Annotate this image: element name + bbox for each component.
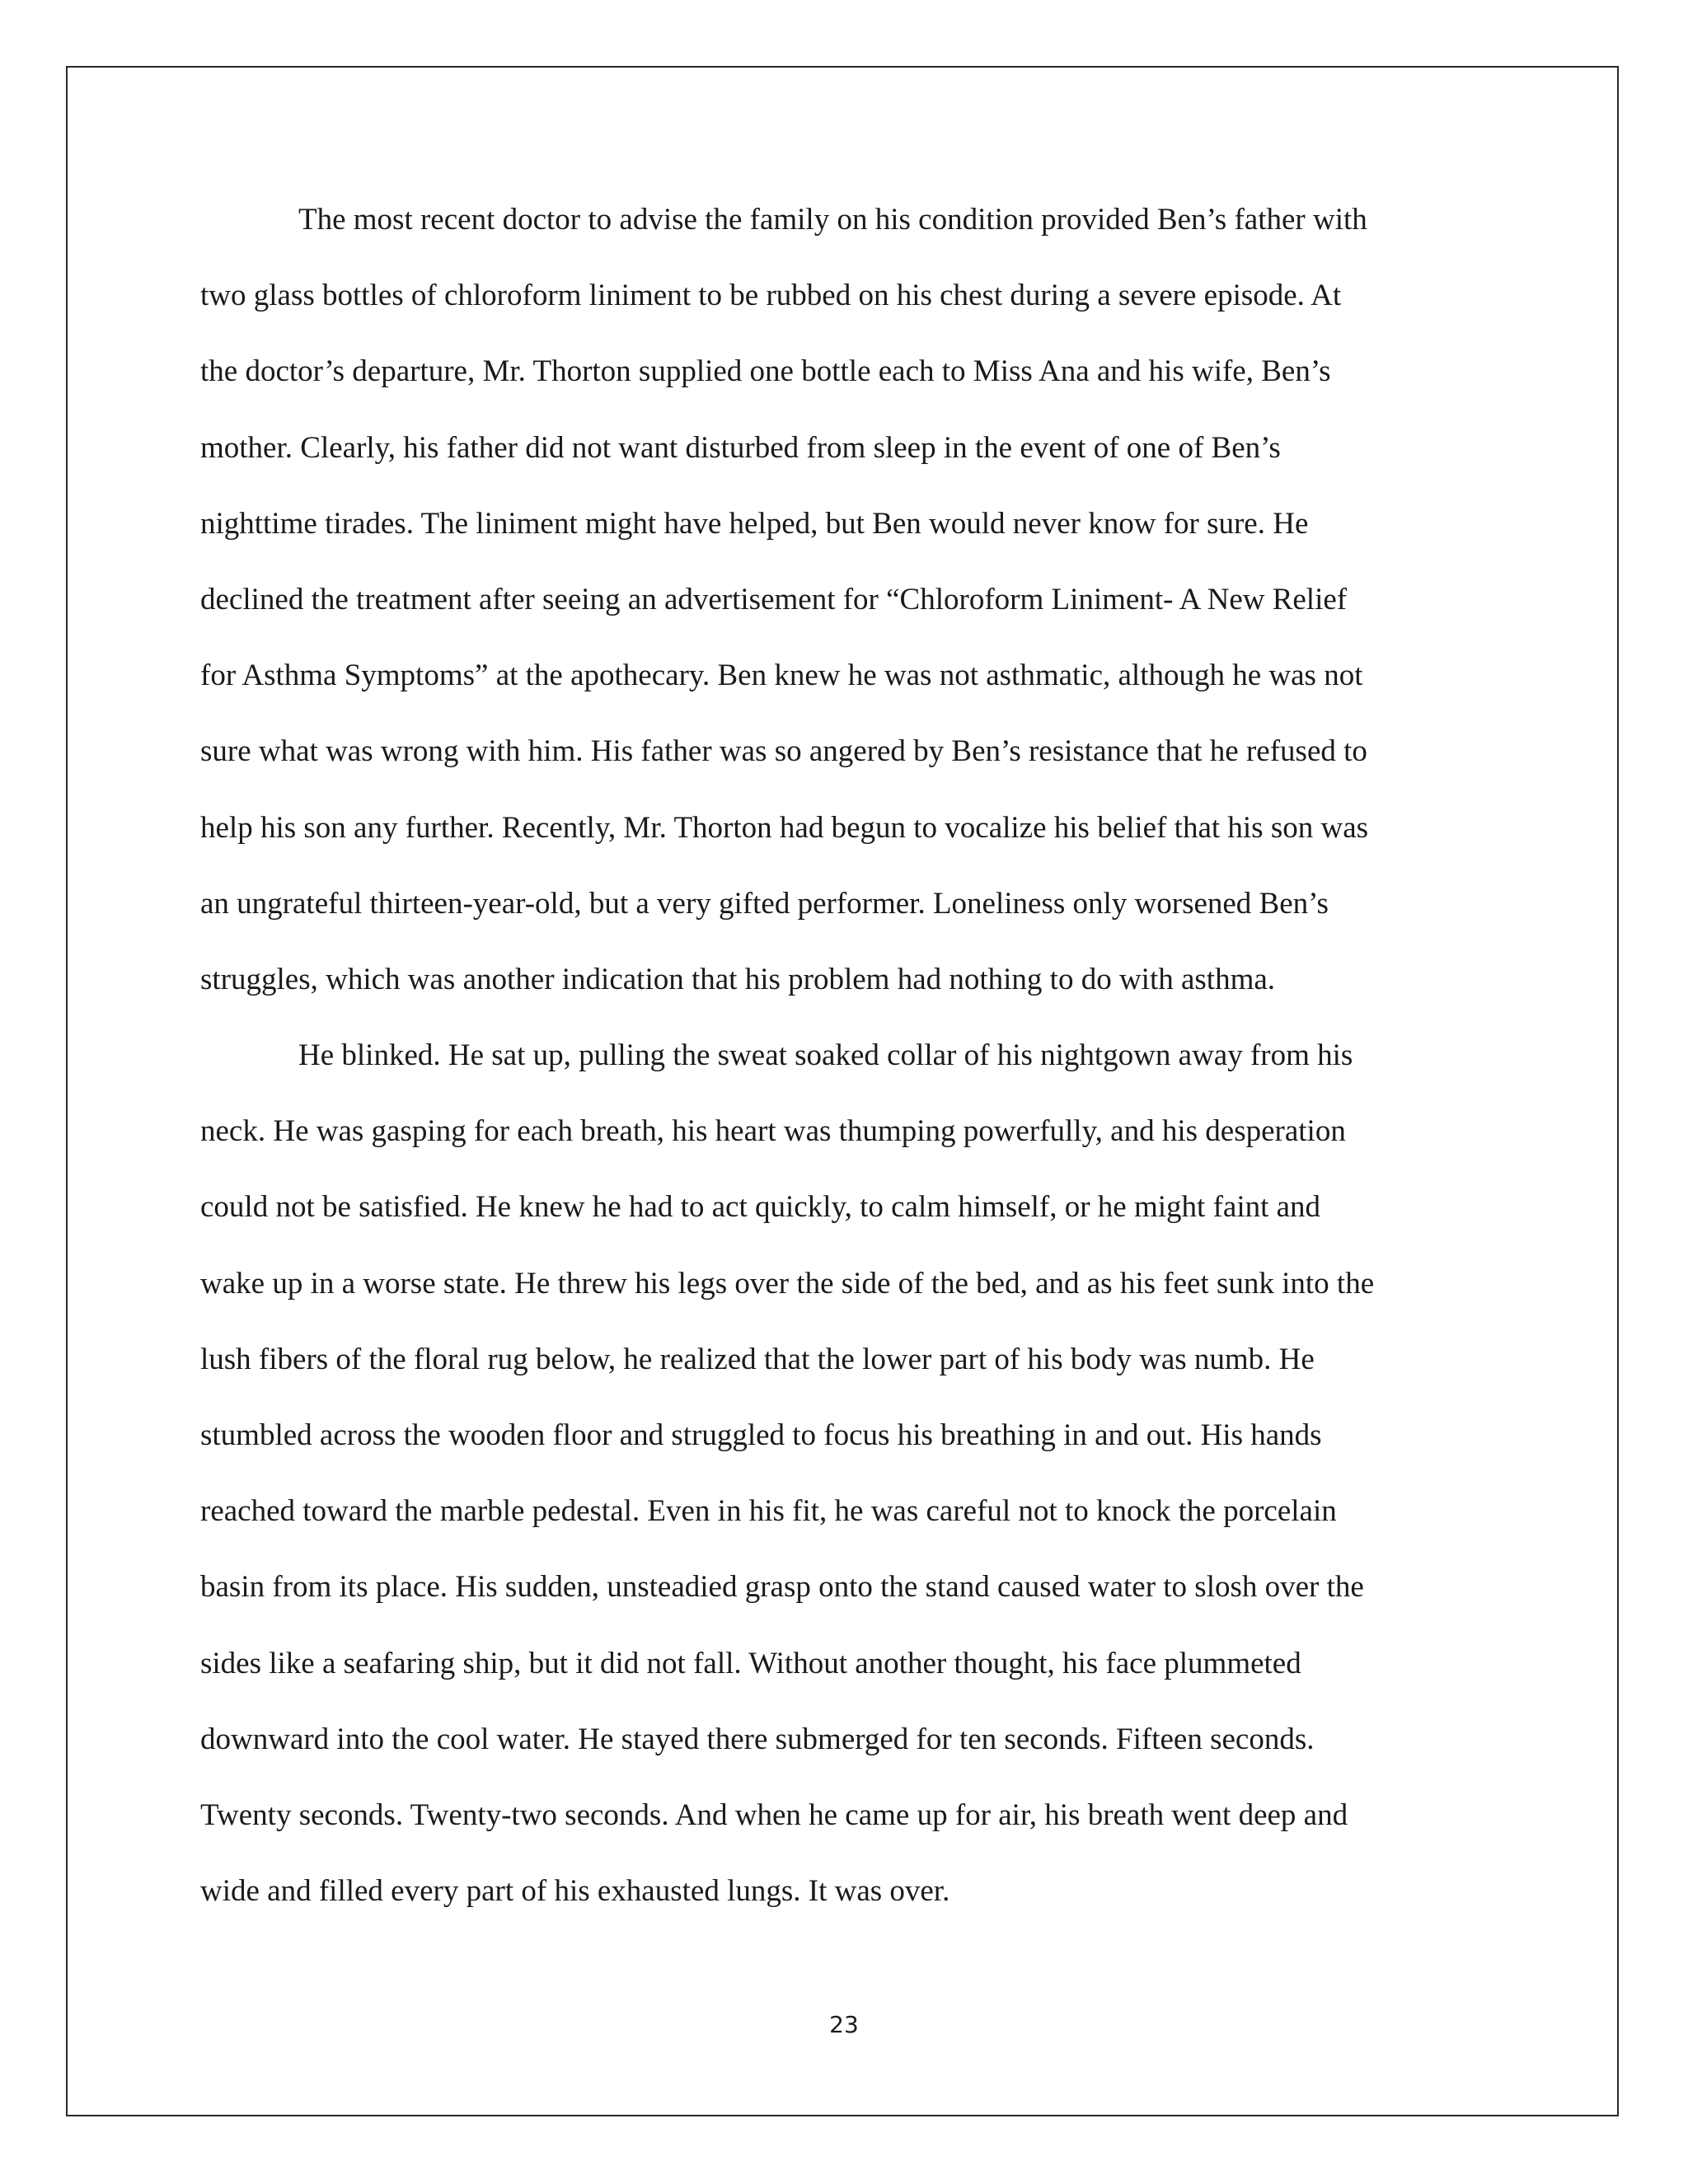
text-line: wide and filled every part of his exhausted lungs. It was over.	[200, 1874, 950, 1909]
text-line: mother. Clearly, his father did not want disturbed from sleep in the event of one of Ben’s	[200, 430, 1281, 465]
text-line: for Asthma Symptoms” at the apothecary. Ben knew he was not asthmatic, although he was not	[200, 658, 1363, 693]
text-line: two glass bottles of chloroform liniment to be rubbed on his chest during a severe episode. At	[200, 279, 1342, 313]
text-line: He blinked. He sat up, pulling the sweat soaked collar of his nightgown away from his	[298, 1038, 1353, 1073]
text-line: stumbled across the wooden floor and struggled to focus his breathing in and out. His hands	[200, 1418, 1322, 1452]
text-line: nighttime tirades. The liniment might have helped, but Ben would never know for sure. He	[200, 506, 1309, 541]
text-line: struggles, which was another indication that his problem had nothing to do with asthma.	[200, 962, 1276, 996]
text-line: sides like a seafaring ship, but it did not fall. Without another thought, his face plummeted	[200, 1646, 1301, 1680]
text-line: Twenty seconds. Twenty-two seconds. And when he came up for air, his breath went deep and	[200, 1797, 1348, 1832]
text-line: could not be satisfied. He knew he had to act quickly, to calm himself, or he might faint and	[200, 1190, 1321, 1225]
body-text	[200, 182, 1486, 1929]
page-number: 23	[829, 2011, 859, 2038]
text-line: an ungrateful thirteen-year-old, but a very gifted performer. Loneliness only worsened Ben’s	[200, 886, 1329, 921]
text-line: downward into the cool water. He stayed there submerged for ten seconds. Fifteen seconds.	[200, 1722, 1315, 1756]
text-line: help his son any further. Recently, Mr. Thorton had begun to vocalize his belief that his son was	[200, 810, 1369, 845]
text-line: lush fibers of the floral rug below, he realized that the lower part of his body was numb. He	[200, 1342, 1315, 1376]
text-line: The most recent doctor to advise the family on his condition provided Ben’s father with	[298, 203, 1367, 237]
text-line: declined the treatment after seeing an advertisement for “Chloroform Liniment- A New Relief	[200, 582, 1348, 616]
text-line: the doctor’s departure, Mr. Thorton supplied one bottle each to Miss Ana and his wife, Ben’s	[200, 354, 1331, 389]
text-line: basin from its place. His sudden, unsteadied grasp onto the stand caused water to slosh over the	[200, 1570, 1364, 1605]
text-line: neck. He was gasping for each breath, his heart was thumping powerfully, and his desperation	[200, 1114, 1346, 1149]
text-line: reached toward the marble pedestal. Even in his fit, he was careful not to knock the porcelain	[200, 1494, 1337, 1529]
text-line: wake up in a worse state. He threw his legs over the side of the bed, and as his feet sunk into the	[200, 1266, 1375, 1301]
text-line: sure what was wrong with him. His father was so angered by Ben’s resistance that he refused to	[200, 734, 1367, 769]
